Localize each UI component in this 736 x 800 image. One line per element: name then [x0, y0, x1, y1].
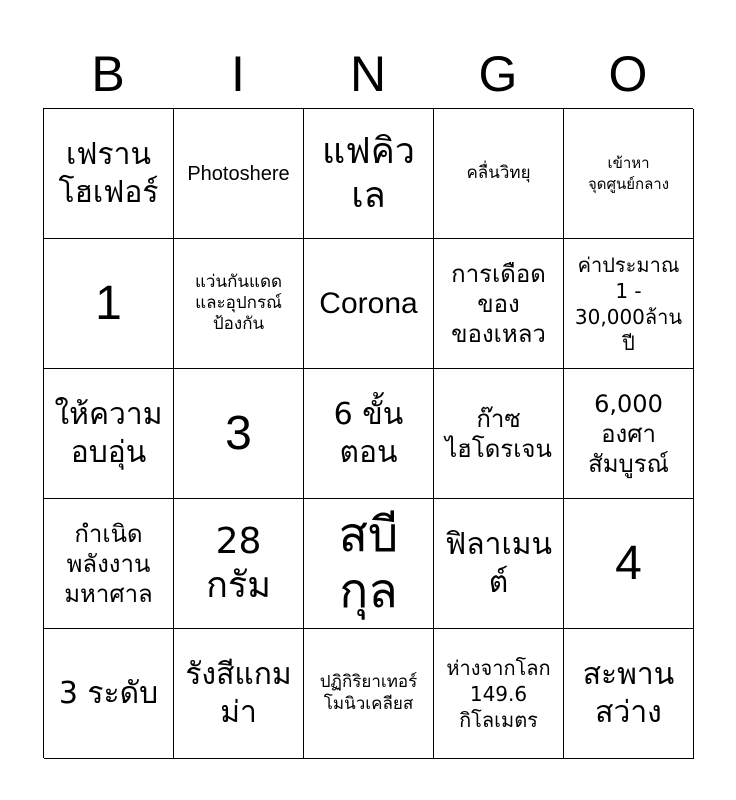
bingo-cell[interactable]: [564, 499, 694, 629]
cell-text: 4: [615, 536, 642, 590]
bingo-cell[interactable]: [434, 239, 564, 369]
header-letter-g: G: [478, 46, 518, 102]
cell-text: ก๊าซไฮโดรเจน: [445, 404, 552, 463]
bingo-cell[interactable]: [564, 369, 694, 499]
bingo-cell[interactable]: [564, 629, 694, 759]
header-letter-i: I: [231, 46, 245, 102]
cell-text: สบีกุล: [338, 507, 399, 619]
bingo-cell[interactable]: [304, 109, 434, 239]
cell-text: 28 กรัม: [206, 521, 271, 606]
cell-text: 1: [95, 276, 122, 330]
bingo-cell[interactable]: [434, 109, 564, 239]
header-letter-b: B: [91, 46, 125, 102]
cell-text: ให้ความอบอุ่น: [54, 397, 163, 470]
header-letter-o: O: [608, 46, 648, 102]
bingo-cell[interactable]: [44, 499, 174, 629]
bingo-cell[interactable]: [174, 239, 304, 369]
cell-text: คลื่นวิทยุ: [466, 162, 531, 183]
cell-text: 6,000 องศาสัมบูรณ์: [588, 389, 669, 478]
bingo-cell[interactable]: [564, 239, 694, 369]
cell-text: Photoshere: [187, 162, 290, 185]
bingo-cell[interactable]: [44, 109, 174, 239]
bingo-cell[interactable]: [434, 499, 564, 629]
bingo-cell[interactable]: [44, 369, 174, 499]
cell-text: ค่าประมาณ 1 - 30,000ล้านปี: [574, 252, 683, 355]
cell-text: รังสีแกมม่า: [185, 657, 292, 730]
cell-text: กำเนิดพลังงานมหาศาล: [64, 519, 153, 608]
cell-text: แว่นกันแดด และอุปกรณ์ป้องกัน: [194, 271, 283, 335]
bingo-cell[interactable]: [564, 109, 694, 239]
bingo-grid: [43, 108, 693, 758]
bingo-cell[interactable]: [434, 629, 564, 759]
bingo-header: [43, 40, 693, 108]
cell-text: แฟคิวเล: [322, 131, 415, 216]
cell-text: สะพานสว่าง: [582, 657, 675, 730]
bingo-cell[interactable]: [44, 629, 174, 759]
cell-text: เข้าหา จุดศูนย์กลาง: [587, 154, 670, 193]
bingo-cell[interactable]: [174, 369, 304, 499]
cell-text: 6 ขั้นตอน: [333, 397, 404, 470]
cell-text: เฟรานโฮเฟอร์: [58, 137, 159, 210]
bingo-cell[interactable]: [44, 239, 174, 369]
bingo-cell[interactable]: [304, 239, 434, 369]
header-letter-n: N: [349, 46, 387, 102]
cell-text: ฟิลาเมนต์: [444, 527, 552, 600]
cell-text: ปฏิกิริยาเทอร์โมนิวเคลียส: [319, 672, 418, 714]
bingo-cell[interactable]: [174, 629, 304, 759]
bingo-cell[interactable]: [174, 109, 304, 239]
bingo-cell[interactable]: [304, 369, 434, 499]
bingo-cell[interactable]: [304, 629, 434, 759]
bingo-cell[interactable]: [434, 369, 564, 499]
cell-text: ห่างจากโลก 149.6 กิโลเมตร: [446, 655, 551, 732]
cell-text: 3: [225, 406, 252, 460]
cell-text: การเดือดของของเหลว: [451, 259, 546, 348]
cell-text: Corona: [319, 286, 418, 320]
bingo-cell[interactable]: [304, 499, 434, 629]
bingo-cell[interactable]: [174, 499, 304, 629]
cell-text: 3 ระดับ: [58, 675, 159, 711]
